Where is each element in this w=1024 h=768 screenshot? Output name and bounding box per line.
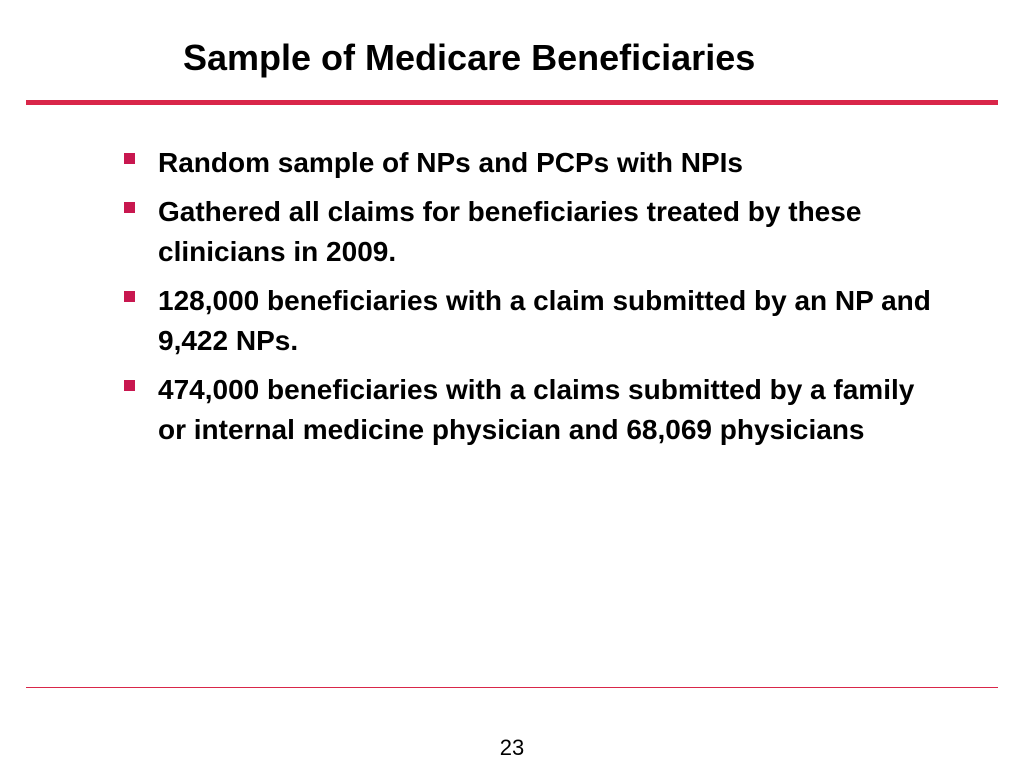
bullet-text: 128,000 beneficiaries with a claim submitted by an NP and 9,422 NPs. [158,285,931,356]
bullet-item [122,281,942,361]
square-bullet-icon [124,153,135,164]
bullet-text: 474,000 beneficiaries with a claims submitted by a family or internal medicine physician and 68,069 physicians [158,374,915,445]
bullet-text: Gathered all claims for beneficiaries treated by these clinicians in 2009. [158,196,862,267]
bullet-text: Random sample of NPs and PCPs with NPIs [158,147,744,178]
slide-title: Sample of Medicare Beneficiaries [183,37,756,78]
footer-divider [26,687,998,688]
square-bullet-icon [124,202,135,213]
bullet-list [122,143,942,459]
bullet-item [122,192,942,272]
square-bullet-icon [124,380,135,391]
bullet-item [122,370,942,450]
page-number: 23 [499,735,525,760]
bullet-item [122,143,942,183]
square-bullet-icon [124,291,135,302]
title-divider [26,100,998,105]
